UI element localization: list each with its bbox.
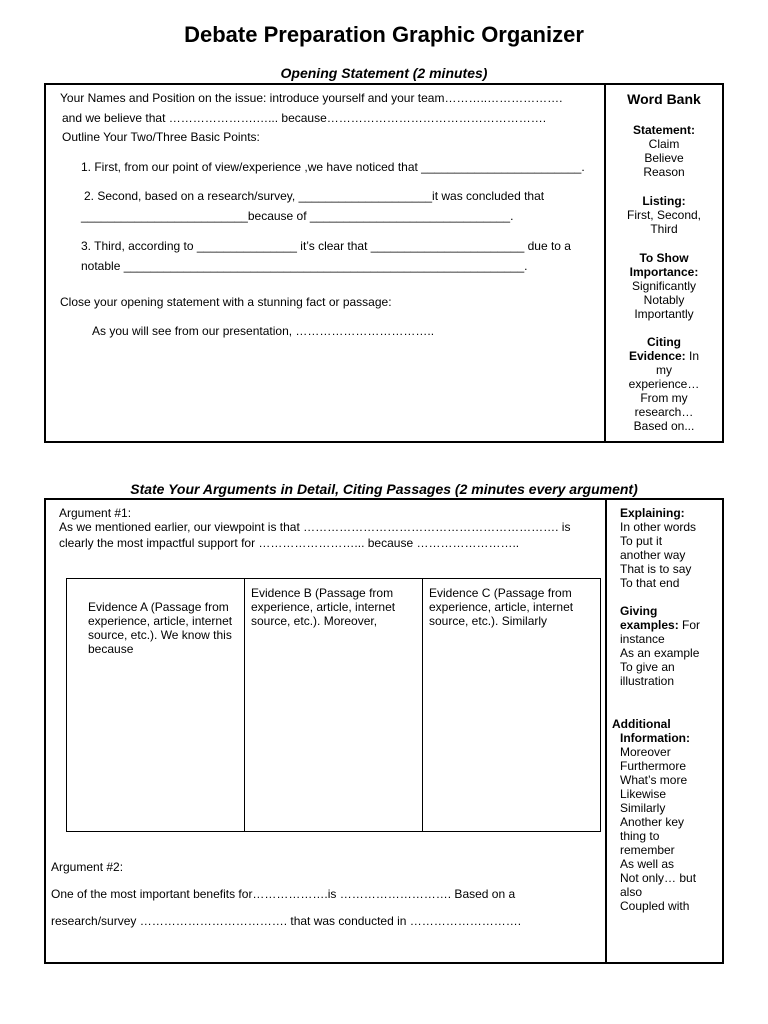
opening-point-3b: notable ____________________________________________________________. bbox=[81, 259, 528, 273]
word-similarly: Similarly bbox=[620, 801, 666, 815]
opening-line-names: Your Names and Position on the issue: introduce yourself and your team………..………………. bbox=[60, 91, 563, 105]
argument-1-line-2: clearly the most impactful support for ……………………... because …………………….. bbox=[59, 536, 520, 550]
word-importantly: Importantly bbox=[634, 307, 694, 321]
citing-inline: In bbox=[685, 349, 700, 363]
word-from-my: From my bbox=[640, 391, 688, 405]
word-likewise: Likewise bbox=[620, 787, 667, 801]
opening-heading: Opening Statement (2 minutes) bbox=[280, 65, 488, 81]
opening-point-1: 1. First, from our point of view/experience ,we have noticed that ________________________. bbox=[81, 160, 585, 174]
word-in-other-words: In other words bbox=[620, 520, 697, 534]
word-bank-listing bbox=[606, 194, 722, 236]
word-remember: remember bbox=[620, 843, 675, 857]
word-another-way: another way bbox=[620, 548, 686, 562]
word-moreover: Moreover bbox=[620, 745, 671, 759]
word-research: research… bbox=[634, 405, 694, 419]
word-my: my bbox=[656, 363, 672, 377]
evidence-b: Evidence B (Passage from experience, article, internet source, etc.). Moreover, bbox=[251, 586, 396, 628]
opening-point-2b: _________________________because of ______________________________. bbox=[81, 209, 514, 223]
word-notably: Notably bbox=[643, 293, 685, 307]
argument-2-line-2: research/survey ………………………………. that was conducted in ………………………. bbox=[51, 914, 522, 928]
word-experience: experience… bbox=[628, 377, 700, 391]
side-explaining bbox=[620, 506, 720, 590]
evidence-divider-2 bbox=[422, 578, 423, 832]
word-bank-importance bbox=[606, 251, 722, 321]
argument-1-label: Argument #1: bbox=[59, 506, 132, 520]
statement-label: Statement: bbox=[632, 123, 695, 137]
word-to-give-an: To give an bbox=[620, 660, 675, 674]
argument-1-line-1: As we mentioned earlier, our viewpoint is that ………………………………………………………. is bbox=[59, 520, 571, 534]
opening-close: Close your opening statement with a stunning fact or passage: bbox=[60, 295, 392, 309]
word-to-that-end: To that end bbox=[620, 576, 680, 590]
word-illustration: illustration bbox=[620, 674, 675, 688]
additional-label-2: Information: bbox=[620, 731, 690, 745]
citing-label-2: Evidence: bbox=[628, 349, 686, 363]
word-claim: Claim bbox=[648, 137, 680, 151]
word-believe: Believe bbox=[644, 151, 684, 165]
word-that-is-to-say: That is to say bbox=[620, 562, 692, 576]
word-also: also bbox=[620, 885, 643, 899]
giving-label-1: Giving bbox=[620, 604, 658, 618]
page-title: Debate Preparation Graphic Organizer bbox=[184, 22, 584, 47]
giving-inline: For bbox=[678, 618, 701, 632]
opening-line-believe: and we believe that ………………….…... because………………………………………………. bbox=[62, 111, 547, 125]
listing-label: Listing: bbox=[642, 194, 686, 208]
citing-label-1: Citing bbox=[647, 335, 681, 349]
word-to-put-it: To put it bbox=[620, 534, 663, 548]
opening-line-outline: Outline Your Two/Three Basic Points: bbox=[62, 130, 260, 144]
word-another-key: Another key bbox=[620, 815, 685, 829]
word-whats-more: What’s more bbox=[620, 773, 688, 787]
word-bank-heading: Word Bank bbox=[627, 91, 701, 107]
word-third: Third bbox=[650, 222, 678, 236]
word-furthermore: Furthermore bbox=[620, 759, 687, 773]
importance-label-2: Importance: bbox=[629, 265, 699, 279]
side-additional-information bbox=[612, 717, 720, 913]
giving-label-2: examples: bbox=[620, 618, 679, 632]
word-reason: Reason bbox=[643, 165, 685, 179]
opening-point-2a: 2. Second, based on a research/survey, ____________________it was concluded that bbox=[84, 189, 545, 203]
explaining-label: Explaining: bbox=[620, 506, 685, 520]
opening-point-3a: 3. Third, according to _______________ it’s clear that _______________________ due to a bbox=[81, 239, 571, 253]
word-coupled-with: Coupled with bbox=[620, 899, 690, 913]
argument-2-line-1: One of the most important benefits for……………….is ………………………. Based on a bbox=[51, 887, 516, 901]
word-based-on: Based on... bbox=[633, 419, 695, 433]
arguments-heading: State Your Arguments in Detail, Citing Passages (2 minutes every argument) bbox=[130, 481, 638, 497]
evidence-divider-1 bbox=[244, 578, 245, 832]
evidence-a: Evidence A (Passage from experience, article, internet source, etc.). We know this because bbox=[88, 600, 233, 656]
importance-label-1: To Show bbox=[639, 251, 689, 265]
word-instance: instance bbox=[620, 632, 665, 646]
word-significantly: Significantly bbox=[631, 279, 697, 293]
word-first-second: First, Second, bbox=[626, 208, 702, 222]
word-not-only-but: Not only… but bbox=[620, 871, 697, 885]
evidence-c: Evidence C (Passage from experience, article, internet source, etc.). Similarly bbox=[429, 586, 574, 628]
word-as-well-as: As well as bbox=[620, 857, 675, 871]
word-bank-statement bbox=[606, 123, 722, 179]
arguments-divider bbox=[605, 498, 607, 964]
side-giving-examples bbox=[620, 604, 720, 688]
additional-label-1: Additional bbox=[612, 717, 671, 731]
argument-2-label: Argument #2: bbox=[51, 860, 124, 874]
word-as-an-example: As an example bbox=[620, 646, 700, 660]
opening-presentation: As you will see from our presentation, …………………………….. bbox=[92, 324, 435, 338]
word-thing-to: thing to bbox=[620, 829, 660, 843]
word-bank-citing bbox=[606, 335, 722, 433]
